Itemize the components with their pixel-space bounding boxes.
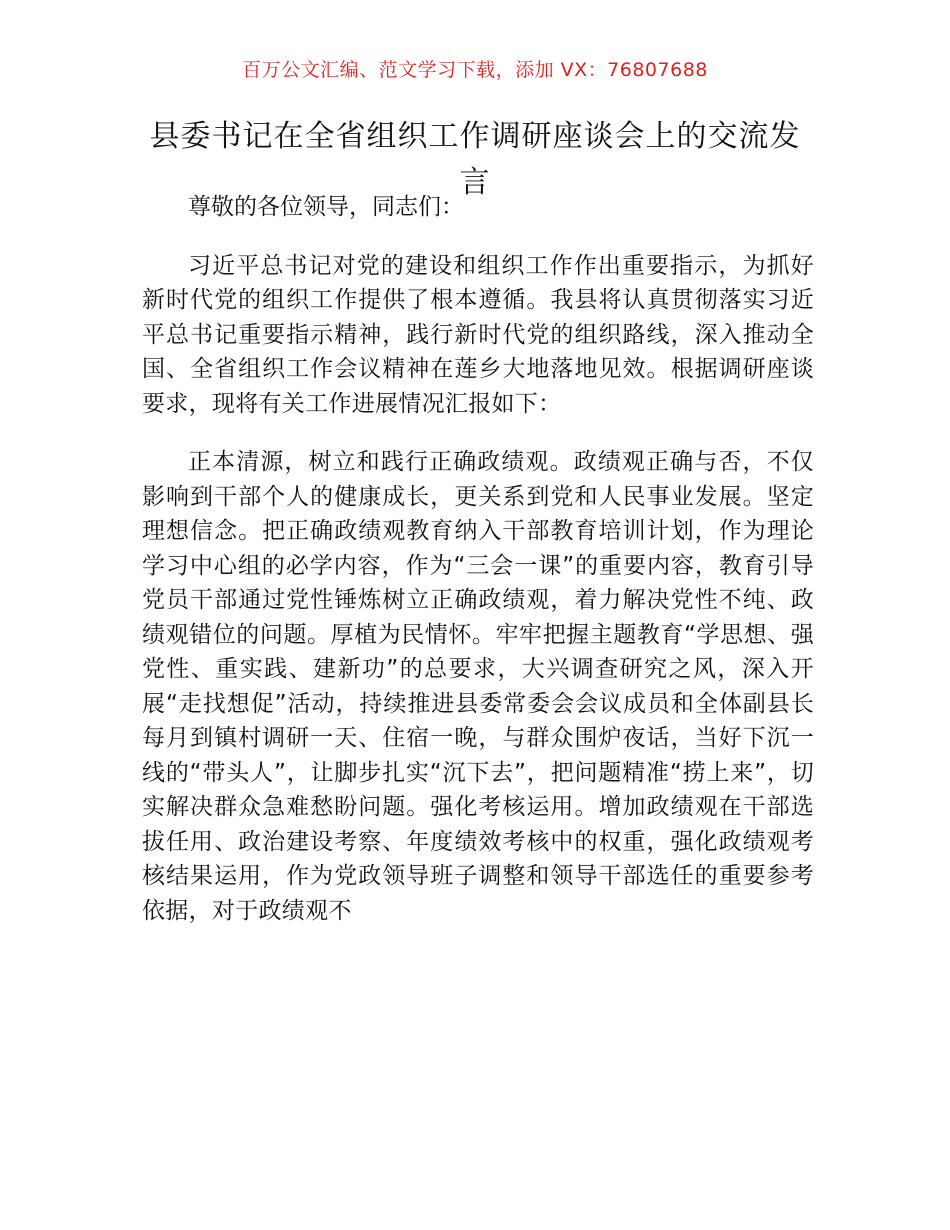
header-banner: 百万公文汇编、范文学习下载，添加 VX：76807688 [242, 59, 708, 81]
document-body [142, 190, 814, 928]
salutation: 尊敬的各位领导，同志们： [188, 194, 464, 220]
document-title: 县委书记在全省组织工作调研座谈会上的交流发言 [149, 119, 801, 200]
paragraph-performance-view: 正本清源，树立和践行正确政绩观。政绩观正确与否，不仅影响到干部个人的健康成长，更关系到党和人民事业发展。坚定理想信念。把正确政绩观教育纳入干部教育培训计划，作为理论学习中心组的必学内容，作为“三会一课”的重要内容，教育引导党员干部通过党性锤炼树立正确政绩观，着力解决党性不纯、政绩观错位的问题。厚植为民情怀。牢牢把握主题教育“学思想、强党性、重实践、建新功”的总要求，大兴调查研究之风，深入开展“走找想促”活动，持续推进县委常委会会议成员和全体副县长每月到镇村调研一天、住宿一晚，与群众围炉夜话，当好下沉一线的“带头人”，让脚步扎实“沉下去”，把问题精准“捞上来”，切实解决群众急难愁盼问题。强化考核运用。增加政绩观在干部选拔任用、政治建设考察、年度绩效考核中的权重，强化政绩观考核结果运用，作为党政领导班子调整和领导干部选任的重要参考依据，对于政绩观不 [142, 449, 814, 924]
paragraph-intro: 习近平总书记对党的建设和组织工作作出重要指示，为抓好新时代党的组织工作提供了根本遵循。我县将认真贯彻落实习近平总书记重要指示精神，践行新时代党的组织路线，深入推动全国、全省组织工作会议精神在莲乡大地落地见效。根据调研座谈要求，现将有关工作进展情况汇报如下： [142, 252, 814, 417]
